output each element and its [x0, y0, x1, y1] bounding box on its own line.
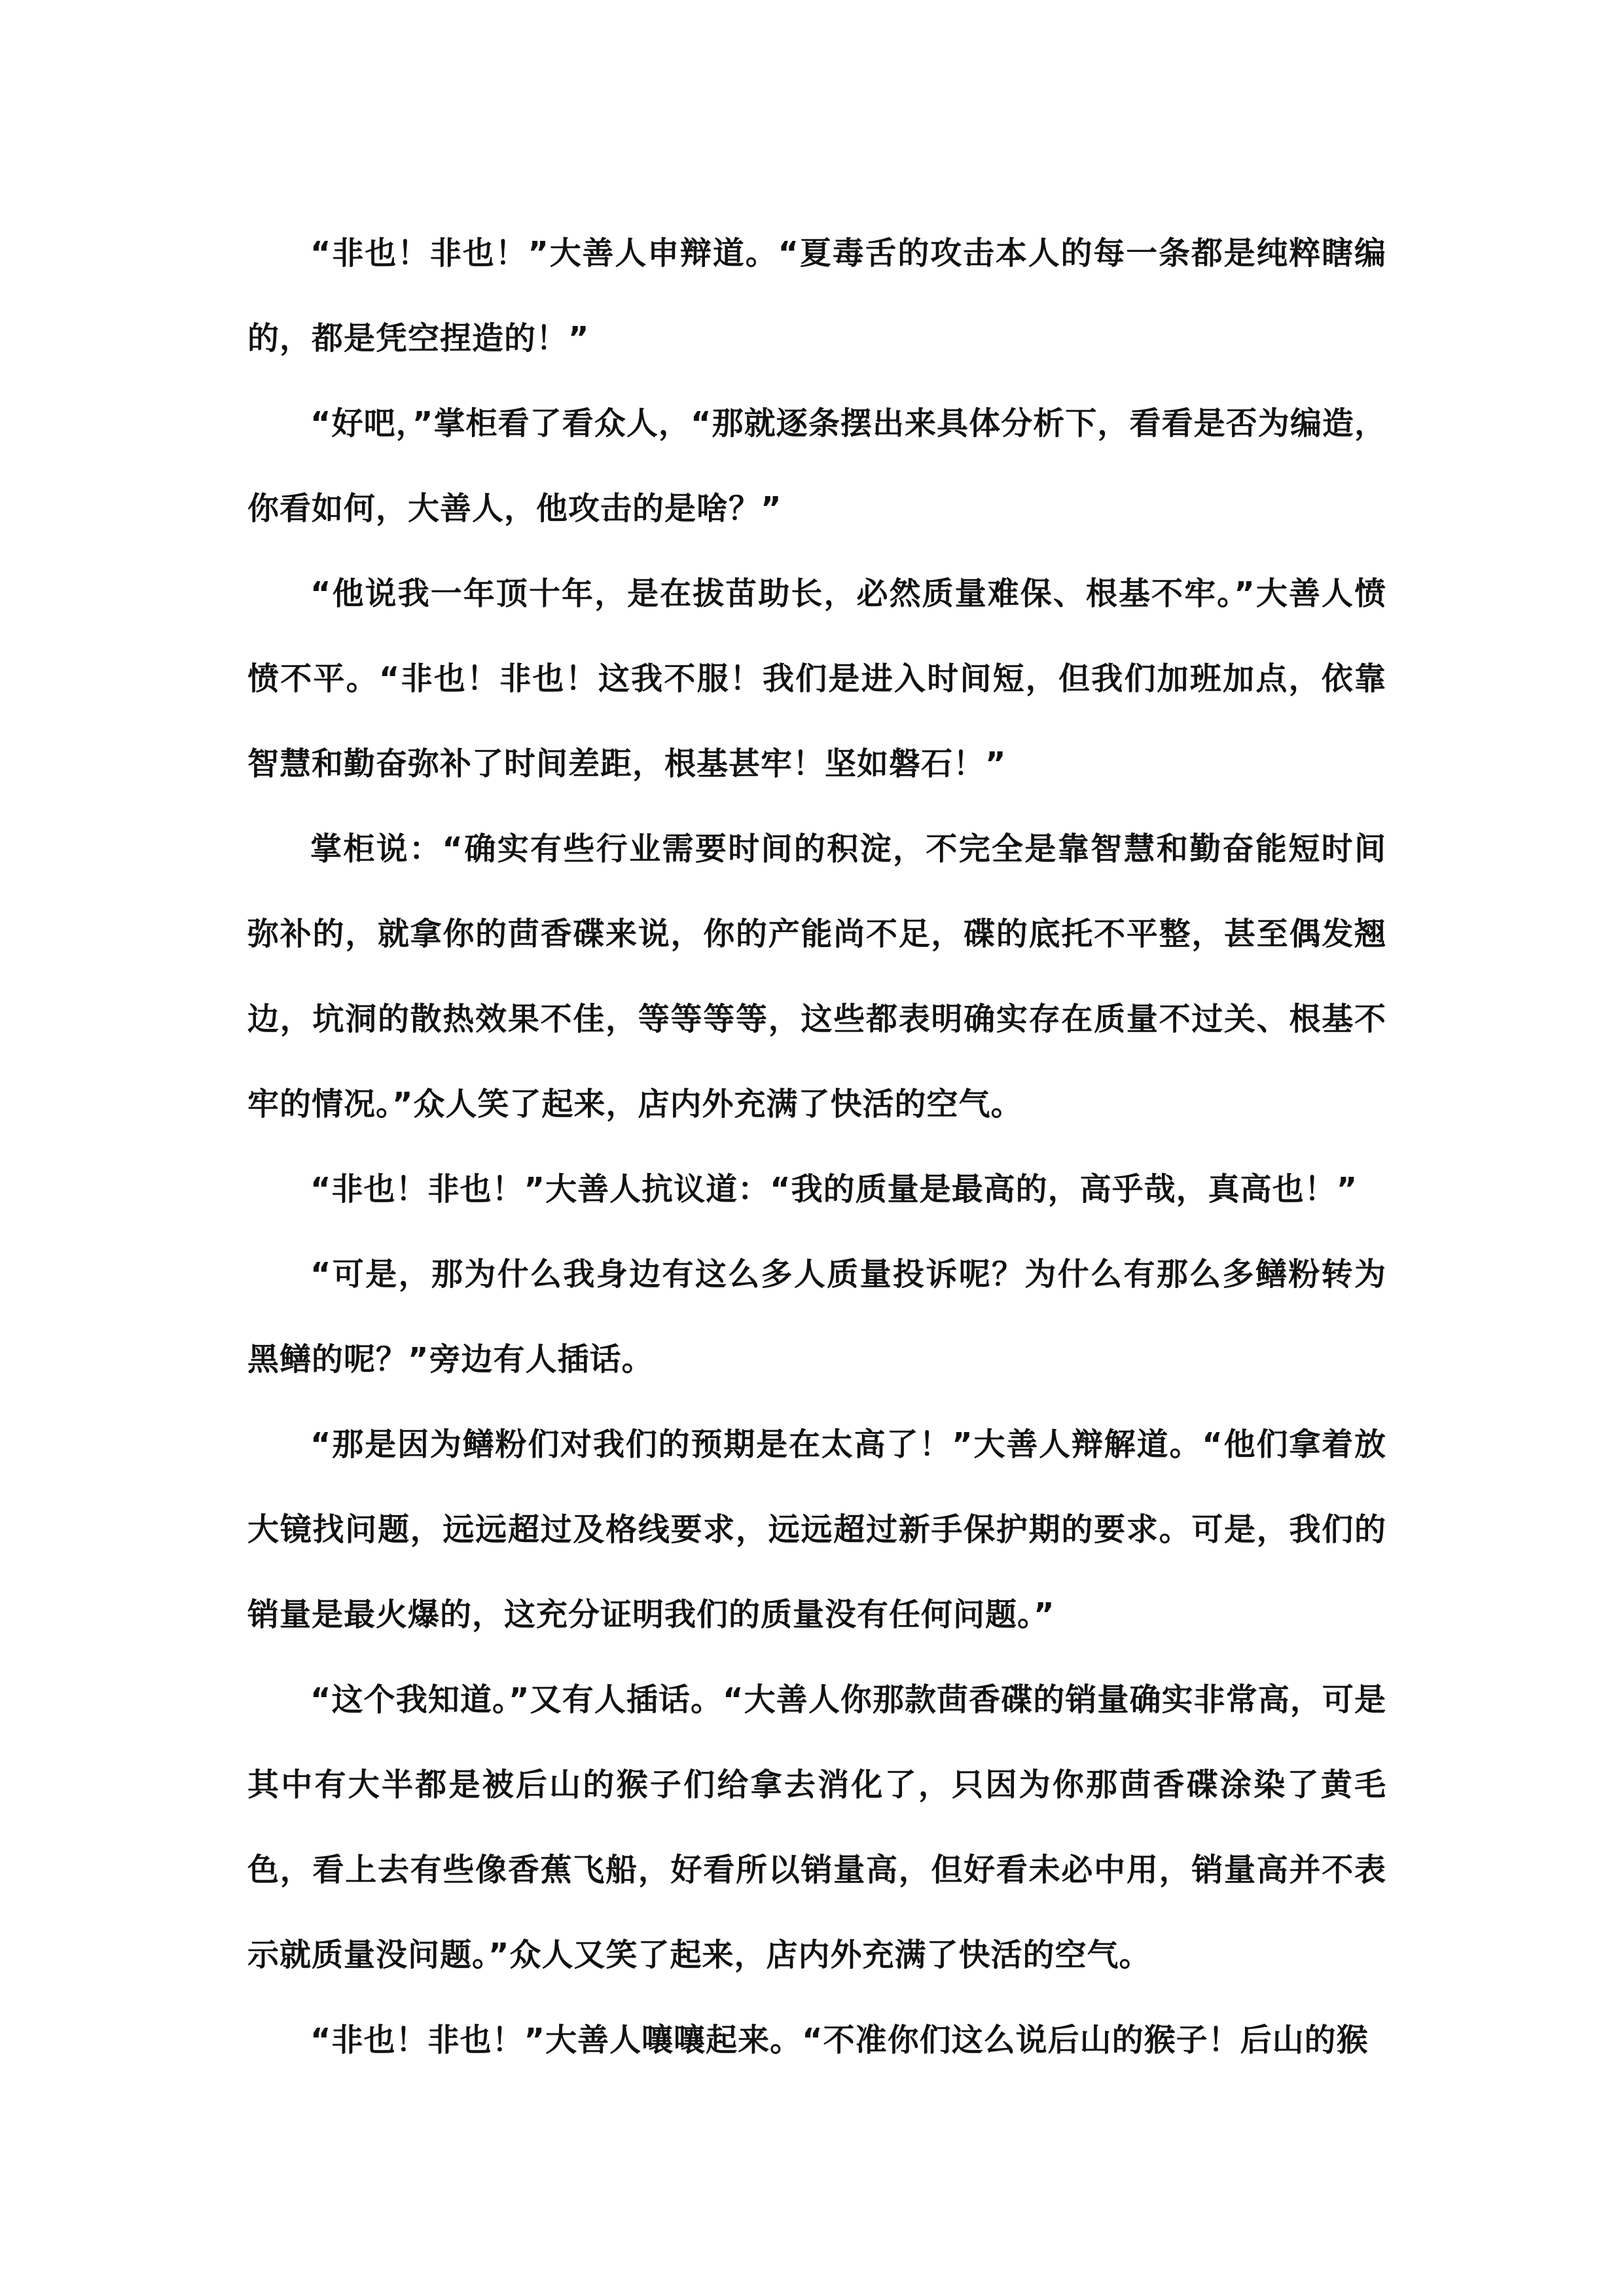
paragraph: “非也！非也！”大善人抗议道：“我的质量是最高的，高乎哉，真高也！” — [310, 1171, 1358, 1208]
paragraph: “他说我一年顶十年，是在拔苗助长，必然质量难保、根基不牢。”大善人愤愤不平。“非也！非也！这我不服！我们是进入时间短，但我们加班加点，依靠智慧和勤奋弥补了时间差距，根基甚牢！坚如磐石！” — [247, 575, 1386, 782]
paragraph: “这个我知道。”又有人插话。“大善人你那款茴香碟的销量确实非常高，可是其中有大半都是被后山的猴子们给拿去消化了，只因为你那茴香碟涂染了黄毛色，看上去有些像香蕉飞船，好看所以销量高，但好看未必中用，销量高并不表示就质量没问题。”众人又笑了起来，店内外充满了快活的空气。 — [247, 1681, 1386, 1973]
story-text — [247, 211, 1386, 2083]
paragraph: “那是因为鳝粉们对我们的预期是在太高了！”大善人辩解道。“他们拿着放大镜找问题，远远超过及格线要求，远远超过新手保护期的要求。可是，我们的销量是最火爆的，这充分证明我们的质量没有任何问题。” — [247, 1426, 1386, 1633]
paragraph: “非也！非也！”大善人嚷嚷起来。“不准你们这么说后山的猴子！后山的猴 — [310, 2022, 1369, 2058]
paragraph: “可是，那为什么我身边有这么多人质量投诉呢？为什么有那么多鳝粉转为黑鳝的呢？”旁边有人插话。 — [247, 1256, 1386, 1378]
paragraph: 掌柜说：“确实有些行业需要时间的积淀，不完全是靠智慧和勤奋能短时间弥补的，就拿你的茴香碟来说，你的产能尚不足，碟的底托不平整，甚至偶发翘边，坑洞的散热效果不佳，等等等等，这些都表明确实存在质量不过关、根基不牢的情况。”众人笑了起来，店内外充满了快活的空气。 — [247, 831, 1386, 1122]
paragraph: “好吧，”掌柜看了看众人，“那就逐条摆出来具体分析下，看看是否为编造，你看如何，大善人，他攻击的是啥？” — [247, 405, 1386, 527]
paragraph: “非也！非也！”大善人申辩道。“夏毒舌的攻击本人的每一条都是纯粹瞎编的，都是凭空捏造的！” — [247, 235, 1386, 357]
